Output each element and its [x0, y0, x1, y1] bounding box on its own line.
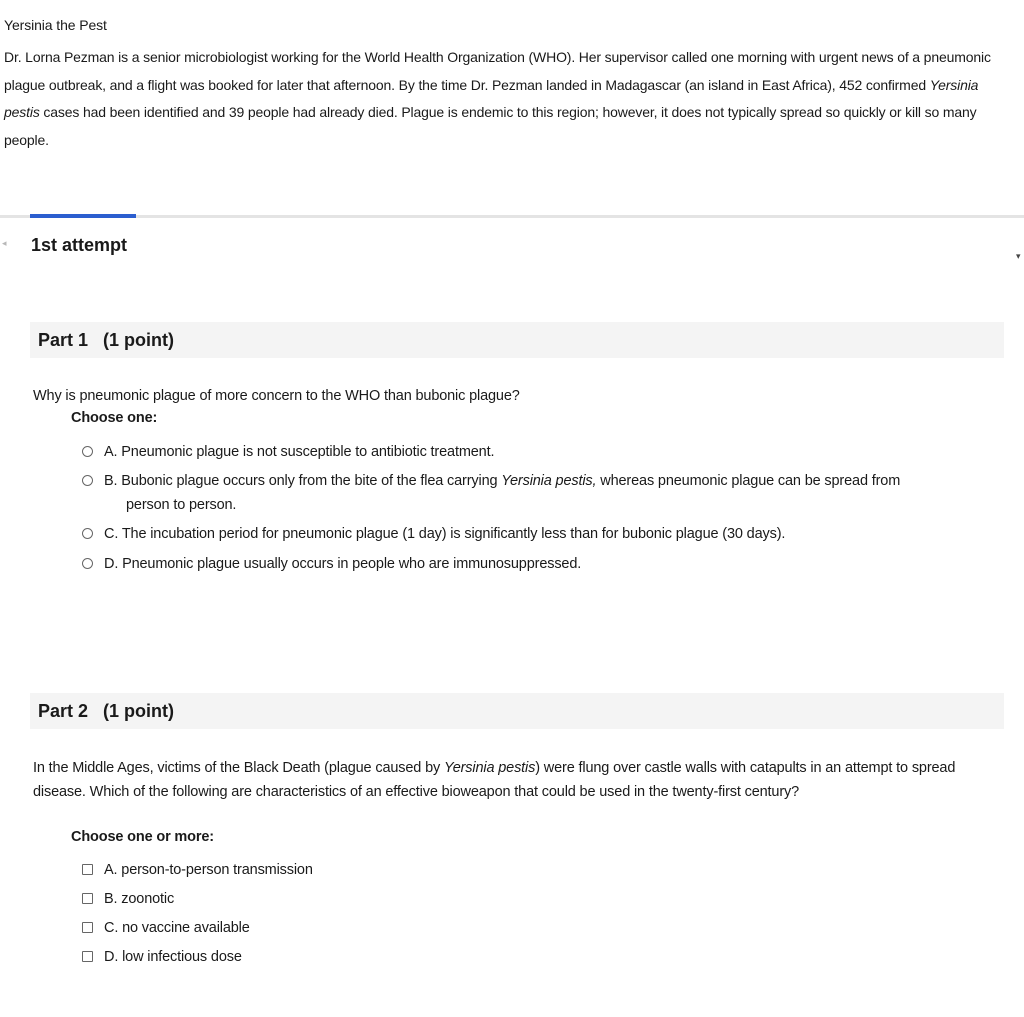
part1-option-b[interactable] [82, 469, 912, 517]
option-label[interactable]: D. low infectious dose [104, 949, 242, 965]
organism-name: Yersinia pestis [443, 760, 536, 776]
radio-button[interactable] [82, 446, 93, 457]
part1-option-a[interactable] [82, 440, 922, 464]
checkbox[interactable] [82, 922, 93, 933]
part2-option-b[interactable] [82, 887, 922, 911]
case-paragraph-text: Dr. Lorna Pezman is a senior microbiologist working for the World Health Organization (WHO). Her supervisor called one morning with urgent news of a pneumonic plague outbreak, and a flight was booked for later that afternoon. By the time Dr. Pezman landed in Madagascar (an island in East Africa), 452 confirmed [4, 49, 991, 93]
part1-option-c[interactable] [82, 522, 922, 546]
organism-name: Yersinia pestis, [501, 473, 597, 489]
option-label[interactable]: A. Pneumonic plague is not susceptible to antibiotic treatment. [104, 444, 495, 460]
tab-divider [0, 215, 1024, 218]
part2-title: Part 2 (1 point) [38, 701, 175, 721]
part2-choose-label: Choose one or more: [71, 829, 214, 845]
part2-option-d[interactable] [82, 945, 922, 969]
option-label[interactable]: C. The incubation period for pneumonic plague (1 day) is significantly less than for bubonic plague (30 days). [104, 526, 786, 542]
radio-button[interactable] [82, 528, 93, 539]
option-label[interactable]: A. person-to-person transmission [104, 862, 313, 878]
checkbox[interactable] [82, 893, 93, 904]
organism-name: Yersinia pestis [4, 76, 979, 120]
case-title: Yersinia the Pest [4, 17, 107, 33]
part1-choose-label: Choose one: [71, 410, 158, 426]
scroll-arrow-icon[interactable]: ▾ [1016, 251, 1021, 261]
question-text: In the Middle Ages, victims of the Black Death (plague caused by [33, 760, 444, 776]
collapse-arrow-icon[interactable]: ◂ [2, 238, 7, 248]
option-text: B. Bubonic plague occurs only from the bite of the flea carrying [104, 473, 502, 489]
part1-question: Why is pneumonic plague of more concern to the WHO than bubonic plague? [33, 388, 520, 404]
option-text-end: whereas pneumonic plague can be spread from person to person. [126, 473, 901, 513]
part2-question [33, 757, 993, 804]
checkbox[interactable] [82, 864, 93, 875]
option-label[interactable]: D. Pneumonic plague usually occurs in people who are immunosuppressed. [104, 556, 582, 572]
part2-option-a[interactable] [82, 858, 922, 882]
case-paragraph-text-end: cases had been identified and 39 people had already died. Plague is endemic to this region; however, it does not typically spread so quickly or kill so many people. [4, 104, 977, 148]
checkbox[interactable] [82, 951, 93, 962]
active-tab-indicator[interactable] [30, 214, 136, 218]
part1-option-d[interactable] [82, 552, 922, 576]
option-label[interactable] [104, 469, 912, 517]
attempt-title: 1st attempt [31, 235, 128, 255]
option-label[interactable]: B. zoonotic [104, 891, 175, 907]
radio-button[interactable] [82, 558, 93, 569]
part1-title: Part 1 (1 point) [38, 330, 175, 350]
part2-header [30, 693, 1004, 729]
case-paragraph [4, 44, 1016, 154]
radio-button[interactable] [82, 475, 93, 486]
option-label[interactable]: C. no vaccine available [104, 920, 250, 936]
part1-header [30, 322, 1004, 358]
part2-option-c[interactable] [82, 916, 922, 940]
question-text-end: ) were flung over castle walls with catapults in an attempt to spread disease. Which of the following are characteristics of an effective bioweapon that could be used in the twenty-first century? [33, 760, 956, 800]
